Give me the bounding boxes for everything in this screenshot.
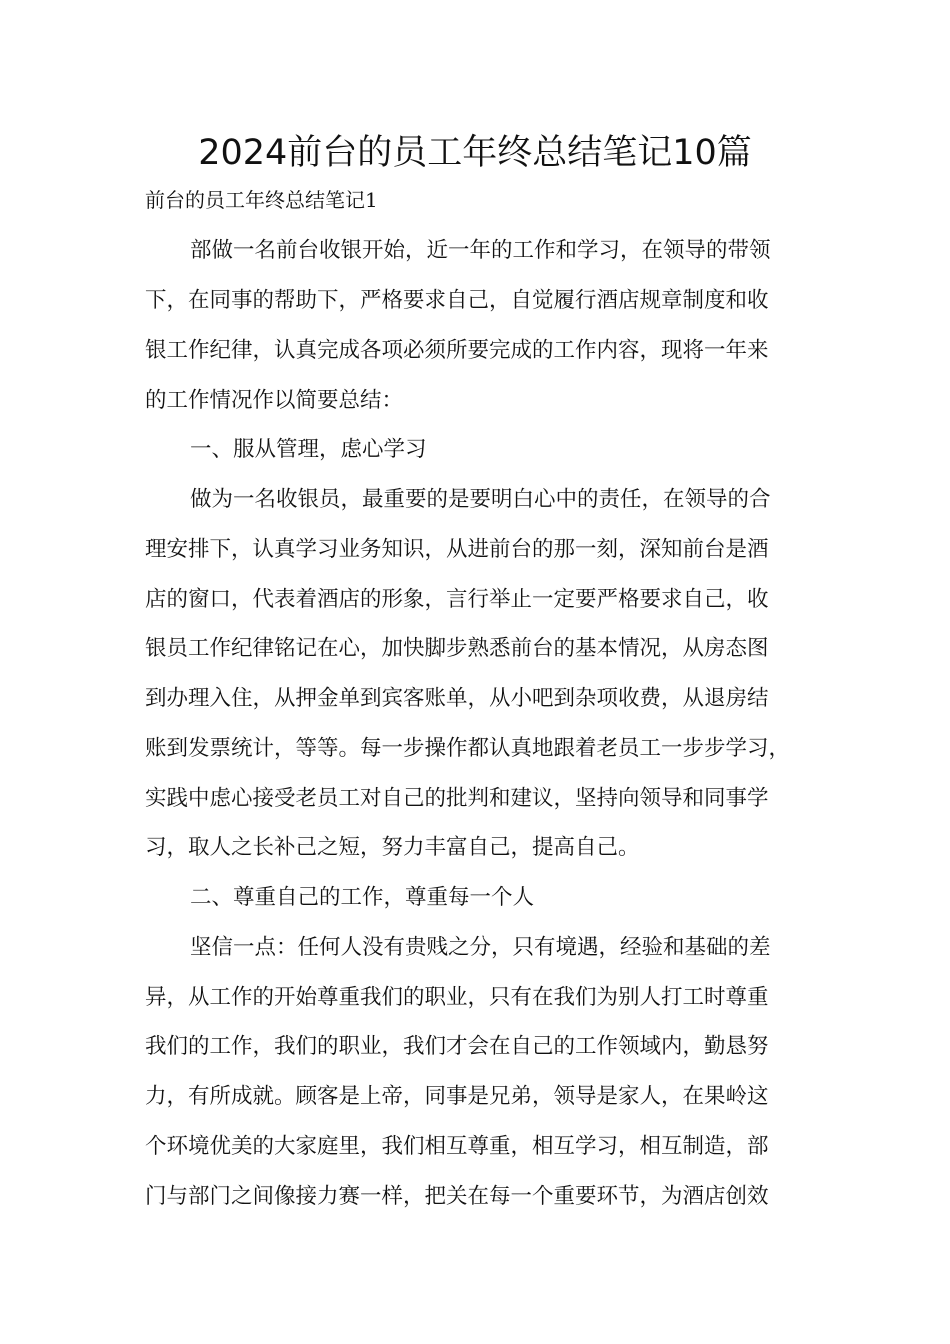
- paragraph-line: 银员工作纪律铭记在心，加快脚步熟悉前台的基本情况，从房态图: [145, 636, 769, 661]
- paragraph-line: 实践中虑心接受老员工对自己的批判和建议，坚持向领导和同事学: [145, 786, 769, 811]
- paragraph-line: 坚信一点：任何人没有贵贱之分，只有境遇，经验和基础的差: [190, 935, 771, 960]
- paragraph-line: 店的窗口，代表着酒店的形象，言行举止一定要严格要求自己，收: [145, 587, 769, 612]
- document-title: 2024前台的员工年终总结笔记10篇: [198, 133, 752, 173]
- paragraph-line: 习，取人之长补己之短，努力丰富自己，提高自己。: [145, 835, 640, 860]
- section-subtitle: 前台的员工年终总结笔记1: [145, 188, 378, 212]
- section-heading: 二、尊重自己的工作，尊重每一个人: [190, 885, 535, 910]
- paragraph-line: 力，有所成就。顾客是上帝，同事是兄弟，领导是家人，在果岭这: [145, 1084, 769, 1109]
- paragraph-line: 做为一名收银员，最重要的是要明白心中的责任，在领导的合: [190, 487, 771, 512]
- paragraph-line: 理安排下，认真学习业务知识，从进前台的那一刻，深知前台是酒: [145, 537, 769, 562]
- paragraph-line: 部做一名前台收银开始，近一年的工作和学习，在领导的带领: [190, 238, 771, 263]
- paragraph-line: 异，从工作的开始尊重我们的职业，只有在我们为别人打工时尊重: [145, 985, 769, 1010]
- paragraph-line: 个环境优美的大家庭里，我们相互尊重，相互学习，相互制造，部: [145, 1134, 769, 1159]
- paragraph-line: 我们的工作，我们的职业，我们才会在自己的工作领域内，勤恳努: [145, 1034, 769, 1059]
- paragraph-line: 下，在同事的帮助下，严格要求自己，自觉履行酒店规章制度和收: [145, 288, 769, 313]
- paragraph-line: 到办理入住，从押金单到宾客账单，从小吧到杂项收费，从退房结: [145, 686, 769, 711]
- paragraph-line: 账到发票统计，等等。每一步操作都认真地跟着老员工一步步学习，: [145, 736, 791, 761]
- section-heading: 一、服从管理，虑心学习: [190, 437, 427, 462]
- paragraph-line: 银工作纪律，认真完成各项必须所要完成的工作内容，现将一年来: [145, 338, 769, 363]
- paragraph-line: 门与部门之间像接力赛一样，把关在每一个重要环节，为酒店创效: [145, 1184, 769, 1209]
- paragraph-line: 的工作情况作以简要总结：: [145, 388, 404, 413]
